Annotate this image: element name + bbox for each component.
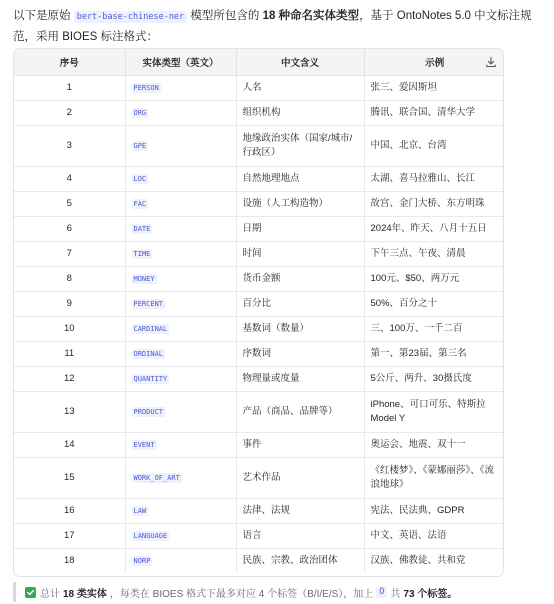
cell-entity-type	[125, 166, 236, 191]
cell-index: 16	[14, 498, 125, 523]
cell-entity-type	[125, 391, 236, 432]
cell-entity-type	[125, 241, 236, 266]
summary-text-1: 总计	[40, 588, 60, 600]
table-row	[14, 216, 504, 241]
cell-meaning: 日期	[236, 216, 364, 241]
cell-example: 下午三点、午夜、清晨	[364, 241, 504, 266]
intro-text-pre: 以下是原始	[13, 10, 74, 22]
summary-bold-2: 73 个标签。	[403, 588, 458, 600]
header-example	[364, 49, 504, 75]
cell-entity-type	[125, 125, 236, 166]
cell-index: 12	[14, 366, 125, 391]
cell-meaning: 语言	[236, 523, 364, 548]
cell-index: 6	[14, 216, 125, 241]
cell-index: 8	[14, 266, 125, 291]
header-example-label: 示例	[425, 57, 445, 69]
cell-meaning: 民族、宗教、政治团体	[236, 548, 364, 573]
entity-table	[13, 48, 504, 577]
cell-example: 第一、第23届、第三名	[364, 341, 504, 366]
cell-meaning: 基数词（数量）	[236, 316, 364, 341]
summary-bold-1: 18 类实体	[63, 588, 107, 600]
cell-index: 4	[14, 166, 125, 191]
table-row	[14, 316, 504, 341]
check-icon	[25, 587, 36, 598]
entity-tag: LAW	[133, 506, 147, 515]
cell-index: 7	[14, 241, 125, 266]
cell-meaning: 组织机构	[236, 100, 364, 125]
cell-example: 中国、北京、台湾	[364, 125, 504, 166]
cell-meaning: 法律、法规	[236, 498, 364, 523]
cell-entity-type	[125, 366, 236, 391]
cell-meaning: 人名	[236, 75, 364, 100]
entity-tag: MONEY	[133, 274, 155, 283]
cell-example: 50%、百分之十	[364, 291, 504, 316]
table-row	[14, 166, 504, 191]
summary-note	[13, 582, 541, 602]
cell-meaning: 时间	[236, 241, 364, 266]
entity-tag: ORG	[133, 108, 147, 117]
entity-tag: EVENT	[133, 440, 155, 449]
intro-bold: 18 种命名实体类型	[262, 10, 360, 22]
entity-tag: GPE	[133, 141, 147, 150]
header-index: 序号	[14, 49, 125, 75]
cell-example: 《红楼梦》、《蒙娜丽莎》、《流浪地球》	[364, 457, 504, 498]
cell-example: 奥运会、地震、双十一	[364, 432, 504, 457]
entity-tag: ORDINAL	[133, 349, 164, 358]
header-meaning: 中文含义	[236, 49, 364, 75]
summary-text-2: ，每类在 BIOES 格式下最多对应 4 个标签（B/I/E/S），加上	[109, 588, 374, 600]
entity-tag: DATE	[133, 224, 151, 233]
cell-entity-type	[125, 432, 236, 457]
cell-meaning: 序数词	[236, 341, 364, 366]
entity-tag: FAC	[133, 199, 147, 208]
cell-index: 18	[14, 548, 125, 573]
summary-text-3: 共	[390, 588, 401, 600]
outside-tag-code: O	[376, 586, 387, 598]
cell-index: 11	[14, 341, 125, 366]
cell-example: 100元、$50、两万元	[364, 266, 504, 291]
cell-index: 5	[14, 191, 125, 216]
cell-example: 太湖、喜马拉雅山、长江	[364, 166, 504, 191]
table-row	[14, 366, 504, 391]
cell-meaning: 自然地理地点	[236, 166, 364, 191]
cell-entity-type	[125, 498, 236, 523]
cell-example: 张三、爱因斯坦	[364, 75, 504, 100]
entity-tag: CARDINAL	[133, 324, 168, 333]
model-name-code: bert-base-chinese-ner	[74, 11, 187, 23]
table-row	[14, 457, 504, 498]
cell-entity-type	[125, 523, 236, 548]
cell-meaning: 艺术作品	[236, 457, 364, 498]
table-row	[14, 432, 504, 457]
cell-index: 9	[14, 291, 125, 316]
cell-index: 17	[14, 523, 125, 548]
table-row	[14, 191, 504, 216]
table-row	[14, 391, 504, 432]
cell-example: 5公斤、两升、30摄氏度	[364, 366, 504, 391]
cell-entity-type	[125, 548, 236, 573]
table-row	[14, 125, 504, 166]
table-row	[14, 266, 504, 291]
cell-index: 13	[14, 391, 125, 432]
entity-tag: WORK_OF_ART	[133, 473, 180, 482]
entity-tag: PERCENT	[133, 299, 164, 308]
cell-entity-type	[125, 316, 236, 341]
cell-index: 10	[14, 316, 125, 341]
cell-index: 15	[14, 457, 125, 498]
cell-meaning: 物理量或度量	[236, 366, 364, 391]
cell-entity-type	[125, 100, 236, 125]
download-icon[interactable]	[485, 56, 497, 68]
cell-meaning: 货币金额	[236, 266, 364, 291]
intro-paragraph	[13, 6, 541, 47]
table-row	[14, 523, 504, 548]
cell-entity-type	[125, 457, 236, 498]
cell-example: 2024年、昨天、八月十五日	[364, 216, 504, 241]
cell-example: iPhone、可口可乐、特斯拉 Model Y	[364, 391, 504, 432]
entity-tag: PRODUCT	[133, 407, 164, 416]
table-row	[14, 100, 504, 125]
entity-tag: LOC	[133, 174, 147, 183]
cell-meaning: 产品（商品、品牌等）	[236, 391, 364, 432]
intro-text-post: ，基于 OntoNotes 5.0 中文标注规范，采用 BIOES 标注格式：	[13, 10, 532, 43]
table-row	[14, 548, 504, 573]
cell-meaning: 百分比	[236, 291, 364, 316]
table-row	[14, 75, 504, 100]
table-header-row	[14, 49, 504, 75]
cell-index: 2	[14, 100, 125, 125]
header-entity-type: 实体类型（英文）	[125, 49, 236, 75]
cell-example: 腾讯、联合国、清华大学	[364, 100, 504, 125]
cell-example: 汉族、佛教徒、共和党	[370, 554, 466, 566]
cell-meaning: 地缘政治实体（国家/城市/行政区）	[236, 125, 364, 166]
table-row	[14, 241, 504, 266]
entity-tag: QUANTITY	[133, 374, 168, 383]
cell-index: 1	[14, 75, 125, 100]
entity-tag: PERSON	[133, 83, 159, 92]
cell-entity-type	[125, 341, 236, 366]
cell-example: 故宫、金门大桥、东方明珠	[364, 191, 504, 216]
entity-tag: TIME	[133, 249, 151, 258]
cell-entity-type	[125, 266, 236, 291]
intro-text-mid: 模型所包含的	[187, 10, 263, 22]
table-row	[14, 498, 504, 523]
cell-entity-type	[125, 216, 236, 241]
cell-meaning: 事件	[236, 432, 364, 457]
entity-tag: LANGUAGE	[133, 531, 168, 540]
cell-example: 三、100万、一千二百	[364, 316, 504, 341]
cell-index: 14	[14, 432, 125, 457]
cell-example: 中文、英语、法语	[364, 523, 504, 548]
table-row	[14, 341, 504, 366]
cell-entity-type	[125, 291, 236, 316]
table-row	[14, 291, 504, 316]
entity-tag: NORP	[133, 556, 151, 565]
cell-entity-type	[125, 75, 236, 100]
cell-meaning: 设施（人工构造物）	[236, 191, 364, 216]
cell-entity-type	[125, 191, 236, 216]
cell-index: 3	[14, 125, 125, 166]
cell-example: 宪法、民法典、GDPR	[364, 498, 504, 523]
